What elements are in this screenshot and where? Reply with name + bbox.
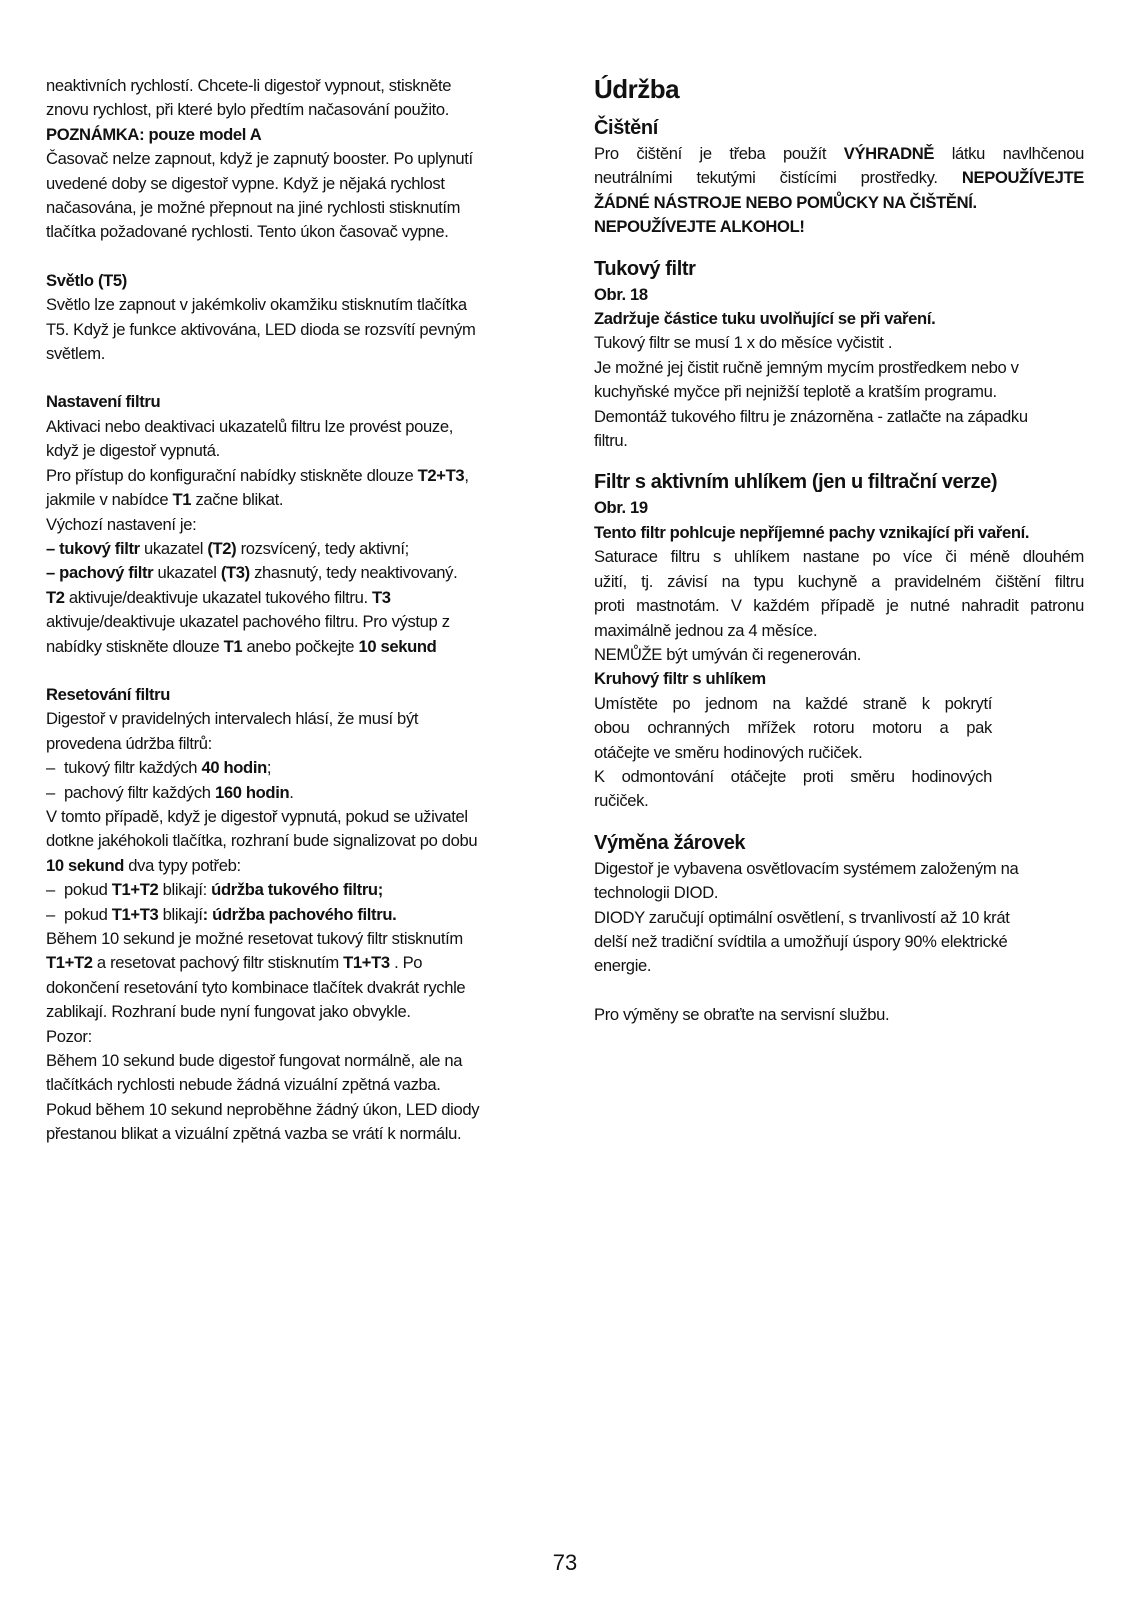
blink-meaning: údržba tukového filtru; [211,880,383,900]
cleaning-text: neutrálními tekutými čistícími prostředky. [594,168,962,188]
during-line [46,951,530,975]
page-number: 73 [552,1550,578,1575]
config-key: T1 [172,490,192,510]
toggle-line: aktivuje/deaktivuje ukazatel pachového filtru. Pro výstup z [46,612,450,632]
grease-filter-line: Tukový filtr se musí 1 x do měsíce vyčistit . [594,333,893,353]
light-line: světlem. [46,344,105,364]
dash: – [46,563,55,583]
right-column [594,74,1084,1027]
config-text: jakmile v nabídce [46,490,173,510]
round-filter-line: K odmontování otáčejte proti směru hodinových [594,766,992,786]
exit-time: 10 sekund [358,636,437,656]
reset-item-punct: ; [266,758,272,778]
reset-item-odor [46,781,530,805]
intro-line: neaktivních rychlostí. Chcete-li digestoř vypnout, stiskněte [46,76,452,95]
reset-line: Digestoř v pravidelných intervalech hlásí, že musí být [46,709,419,729]
carbon-filter-heading: Filtr s aktivním uhlíkem (jen u filtrační verze) [594,471,998,494]
reset-item-punct: . [289,782,294,802]
round-filter-heading: Kruhový filtr s uhlíkem [594,669,766,689]
caution-line: přestanou blikat a vizuální zpětná vazba se vrátí k normálu. [46,1124,462,1144]
round-filter-line: Umístěte po jednom na každé straně k pokrytí [594,693,992,713]
note-line: načasována, je možné přepnout na jiné rychlosti stisknutím [46,198,461,218]
grease-filter-line: filtru. [594,431,628,451]
default-item-key: (T3) [220,563,250,583]
blink-item-grease [46,878,530,902]
config-line [46,464,530,488]
carbon-filter-subtitle: Tento filtr pohlcuje nepříjemné pachy vznikající při vaření. [594,522,1030,542]
grease-filter-line: Demontáž tukového filtru je znázorněna - zatlačte na západku [594,406,1028,426]
reset-item-text: pachový filtr každých [64,782,215,802]
dash: – [46,758,55,778]
case-line [46,854,530,878]
filter-setting-line: Aktivaci nebo deaktivaci ukazatelů filtru lze provést pouze, [46,416,453,436]
cleaning-warning: NEPOUŽÍVEJTE ALKOHOL! [594,217,805,237]
default-item-odor [46,561,530,585]
grease-filter-line: Je možné jej čistit ručně jemným mycím prostředkem nebo v [594,357,1019,377]
carbon-filter-line: užití, tj. závisí na typu kuchyně a pravidelném čištění filtru [594,571,1084,591]
cleaning-warning: ŽÁDNÉ NÁSTROJE NEBO POMŮCKY NA ČIŠTĚNÍ. [594,192,977,212]
cleaning-emphasis: VÝHRADNĚ [843,144,935,163]
case-time: 10 sekund [46,855,125,875]
dash: – [46,538,55,558]
config-punct: , [464,465,469,485]
page-title: Údržba [594,74,680,104]
caution-line: tlačítkách rychlosti nebude žádná vizuální zpětná vazba. [46,1075,441,1095]
blink-text: blikají [158,904,203,924]
service-note: Pro výměny se obraťte na servisní službu. [594,1004,890,1024]
reset-item-hours: 160 hodin [214,782,290,802]
during-key: T1+T2 [46,953,93,973]
note-line: Časovač nelze zapnout, když je zapnutý booster. Po uplynutí [46,149,473,169]
caution-line: Pokud během 10 sekund neproběhne žádný úkon, LED diody [46,1099,480,1119]
cleaning-heading: Čištění [594,117,658,139]
cleaning-warning: NEPOUŽÍVEJTE [961,168,1084,188]
finish-line: dokončení resetování tyto kombinace tlačítek dvakrát rychle [46,977,466,997]
exit-line [46,635,530,659]
blink-keys: T1+T3 [111,904,159,924]
config-text: začne blikat. [191,490,284,510]
bulb-line: technologii DIOD. [594,883,719,903]
grease-filter-figure: Obr. 18 [594,284,648,304]
case-text: dva typy potřeb: [124,855,241,875]
intro-line: znovu rychlost, při které bylo předtím načasování použito. [46,100,450,120]
caution-label: Pozor: [46,1026,92,1046]
config-line [46,488,530,512]
default-item-key: (T2) [207,538,237,558]
finish-line: zablikají. Rozhraní bude nyní fungovat jako obvykle. [46,1002,411,1022]
bulb-line: Digestoř je vybavena osvětlovacím systémem založeným na [594,858,1019,878]
reset-item-text: tukový filtr každých [64,758,202,778]
during-key: T1+T3 [343,953,390,973]
note-heading: POZNÁMKA: pouze model A [46,124,262,144]
default-item-term: pachový filtr [59,563,154,583]
round-filter-line: ručiček. [594,791,649,811]
light-line: T5. Když je funkce aktivována, LED dioda se rozsvítí pevným [46,319,476,339]
during-text: . Po [389,953,423,973]
round-filter-line: otáčejte ve směru hodinových ručiček. [594,742,863,762]
grease-filter-heading: Tukový filtr [594,257,696,280]
reset-item-hours: 40 hodin [201,758,267,778]
blink-keys: T1+T2 [111,880,159,900]
blink-meaning: : údržba pachového filtru. [202,904,397,924]
toggle-text: aktivuje/deaktivuje ukazatel tukového filtru. [64,587,372,607]
exit-text: anebo počkejte [242,636,359,656]
during-text: a resetovat pachový filtr stisknutím [92,953,344,973]
note-line: tlačítka požadované rychlosti. Tento úkon časovač vypne. [46,222,449,242]
grease-filter-line: kuchyňské myčce při nejnižší teplotě a kratším programu. [594,382,997,402]
light-heading: Světlo (T5) [46,270,127,290]
cleaning-line [594,142,1084,166]
dash: – [46,904,55,924]
case-line: V tomto případě, když je digestoř vypnutá, pokud se uživatel [46,806,468,826]
dash: – [46,782,55,802]
light-line: Světlo lze zapnout v jakémkoliv okamžiku stisknutím tlačítka [46,295,467,315]
toggle-key: T2 [46,587,65,607]
exit-text: nabídky stiskněte dlouze [46,636,224,656]
default-item-term: tukový filtr [59,538,140,558]
exit-key: T1 [223,636,243,656]
bulb-line: delší než tradiční svídtila a umožňují úspory 90% elektrické [594,931,1008,951]
config-text: Pro přístup do konfigurační nabídky stiskněte dlouze [46,465,418,485]
bulb-line: energie. [594,956,652,976]
carbon-filter-line: maximálně jednou za 4 měsíce. [594,620,818,640]
toggle-key: T3 [371,587,391,607]
carbon-filter-figure: Obr. 19 [594,498,648,518]
config-keys: T2+T3 [417,465,465,485]
blink-text: blikají: [158,880,212,900]
default-item-text: zhasnutý, tedy neaktivovaný. [249,563,458,583]
reset-heading: Resetování filtru [46,684,171,704]
default-item-text: rozsvícený, tedy aktivní; [236,538,409,558]
carbon-filter-line: proti mastnotám. V každém případě je nutné nahradit patronu [594,596,1084,616]
blink-item-odor [46,903,530,927]
default-label: Výchozí nastavení je: [46,514,197,534]
cleaning-text: látku navlhčenou [934,144,1084,163]
blink-text: pokud [64,880,112,900]
bulb-line: DIODY zaručují optimální osvětlení, s trvanlivostí až 10 krát [594,907,1010,927]
cleaning-text: Pro čištění je třeba použít [594,144,844,163]
grease-filter-subtitle: Zadržuje částice tuku uvolňující se při vaření. [594,309,936,329]
blink-text: pokud [64,904,112,924]
filter-setting-line: když je digestoř vypnutá. [46,441,220,461]
default-item-text: ukazatel [139,538,208,558]
carbon-filter-line: Saturace filtru s uhlíkem nastane po více či méně dlouhém [594,547,1084,567]
reset-line: provedena údržba filtrů: [46,733,212,753]
bulb-replacement-heading: Výměna žárovek [594,831,746,854]
caution-line: Během 10 sekund bude digestoř fungovat normálně, ale na [46,1051,463,1071]
cleaning-line [594,166,1084,190]
default-item-grease [46,537,530,561]
dash: – [46,880,55,900]
case-line: dotkne jakéhokoli tlačítka, rozhraní bude signalizovat po dobu [46,831,478,851]
carbon-filter-line: NEMŮŽE být umýván či regenerován. [594,644,861,664]
note-line: uvedené doby se digestoř vypne. Když je nějaká rychlost [46,173,445,193]
toggle-line [46,586,530,610]
filter-setting-heading: Nastavení filtru [46,392,161,412]
left-column [46,74,530,1147]
round-filter-line: obou ochranných mřížek rotoru motoru a pak [594,718,992,738]
during-line: Během 10 sekund je možné resetovat tukový filtr stisknutím [46,929,463,948]
default-item-text: ukazatel [153,563,221,583]
reset-item-grease [46,756,530,780]
